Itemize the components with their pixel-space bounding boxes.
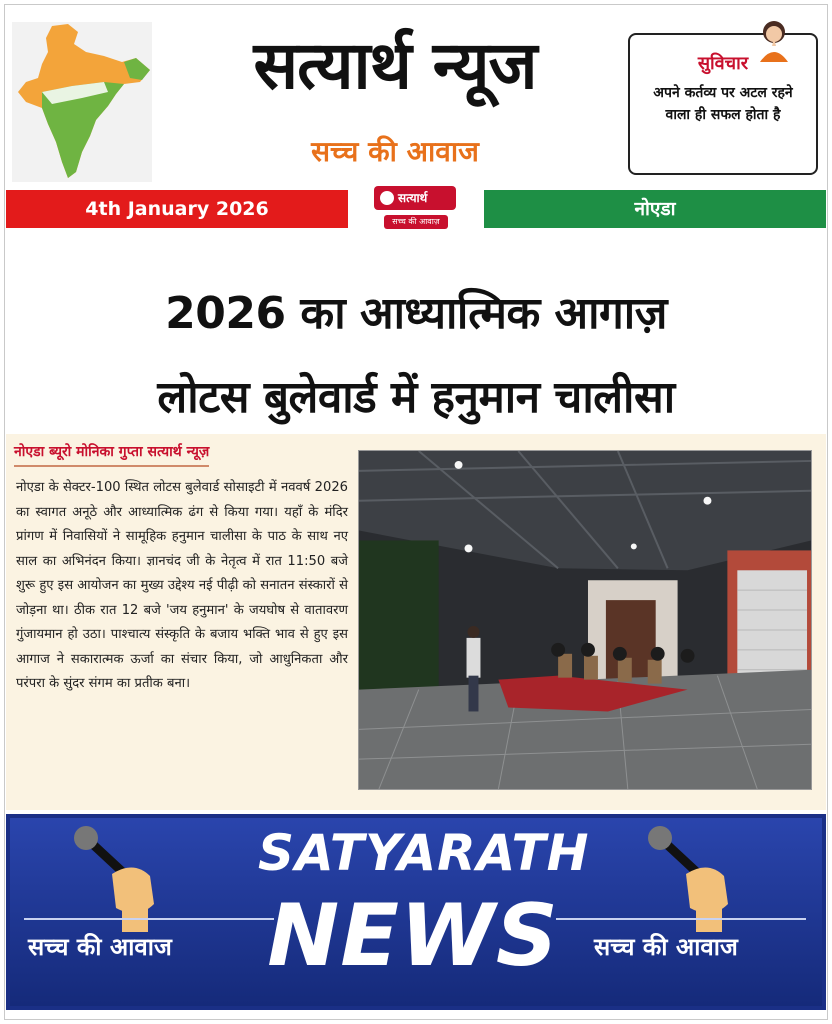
- headline-line-1: 2026 का आध्यात्मिक आगाज़: [165, 288, 667, 339]
- article-body: नोएडा के सेक्टर-100 स्थित लोटस बुलेवार्ड सोसाइटी में नववर्ष 2026 का स्वागत अनूठे और आध्यात्मिक ढंग से किया गया। यहाँ के मंदिर प्रांगण में निवासियों ने सामूहिक हनुमान चालीसा के पाठ के साथ नए साल का अभिनंदन किया। ज्ञानचंद जी के नेतृत्व में रात 11:50 बजे शुरू हुए इस आयोजन का मुख्य उद्देश्य नई पीढ़ी को सनातन संस्कारों से जोड़ना था। ठीक रात 12 बजे 'जय हनुमान' के जयघोष से वातावरण गुंजायमान हो उठा। पाश्चात्य संस्कृति के बजाय भक्ति भाव से हुए इस आगाज ने सकारात्मक ऊर्जा का संचार किया, जो आधुनिकता और परंपरा के सुंदर संगम का प्रतीक बना।: [16, 480, 348, 691]
- logo-text: सत्यार्थ: [398, 191, 428, 205]
- newspaper-title: सत्यार्थ न्यूज: [253, 27, 537, 104]
- banner-tag-left: सच्च की आवाज: [28, 933, 172, 961]
- banner-divider-right: [556, 918, 806, 920]
- satyarath-logo: [374, 186, 458, 238]
- brand-banner: [6, 814, 826, 1010]
- newspaper-tagline: सच्च की आवाज: [311, 135, 479, 168]
- banner-tag-right: सच्च की आवाज: [594, 933, 738, 961]
- article-byline: नोएडा ब्यूरो मोनिका गुप्ता सत्यार्थ न्यूज़: [14, 442, 209, 467]
- date-bar: 4th January 2026: [6, 190, 348, 228]
- banner-title-line-2: NEWS: [267, 886, 559, 986]
- banner-title-line-1: SATYARATH: [258, 824, 590, 882]
- banner-divider-left: [24, 918, 274, 920]
- logo-subtitle: सच्च की आवाज़: [384, 215, 448, 229]
- logo-pill: [374, 186, 456, 210]
- city-bar: नोएडा: [484, 190, 826, 228]
- main-headline: [6, 272, 826, 439]
- india-map-image: [12, 22, 152, 182]
- headline-line-2: लोटस बुलेवार्ड में हनुमान चालीसा: [157, 371, 675, 423]
- article-section: [6, 434, 826, 810]
- namaste-woman-icon: [752, 16, 796, 64]
- temple-event-photo: [358, 450, 812, 790]
- thought-text: अपने कर्तव्य पर अटल रहने वाला ही सफल होता है: [653, 85, 793, 123]
- logo-globe-icon: [377, 188, 397, 208]
- thought-heading: सुविचार: [697, 53, 749, 74]
